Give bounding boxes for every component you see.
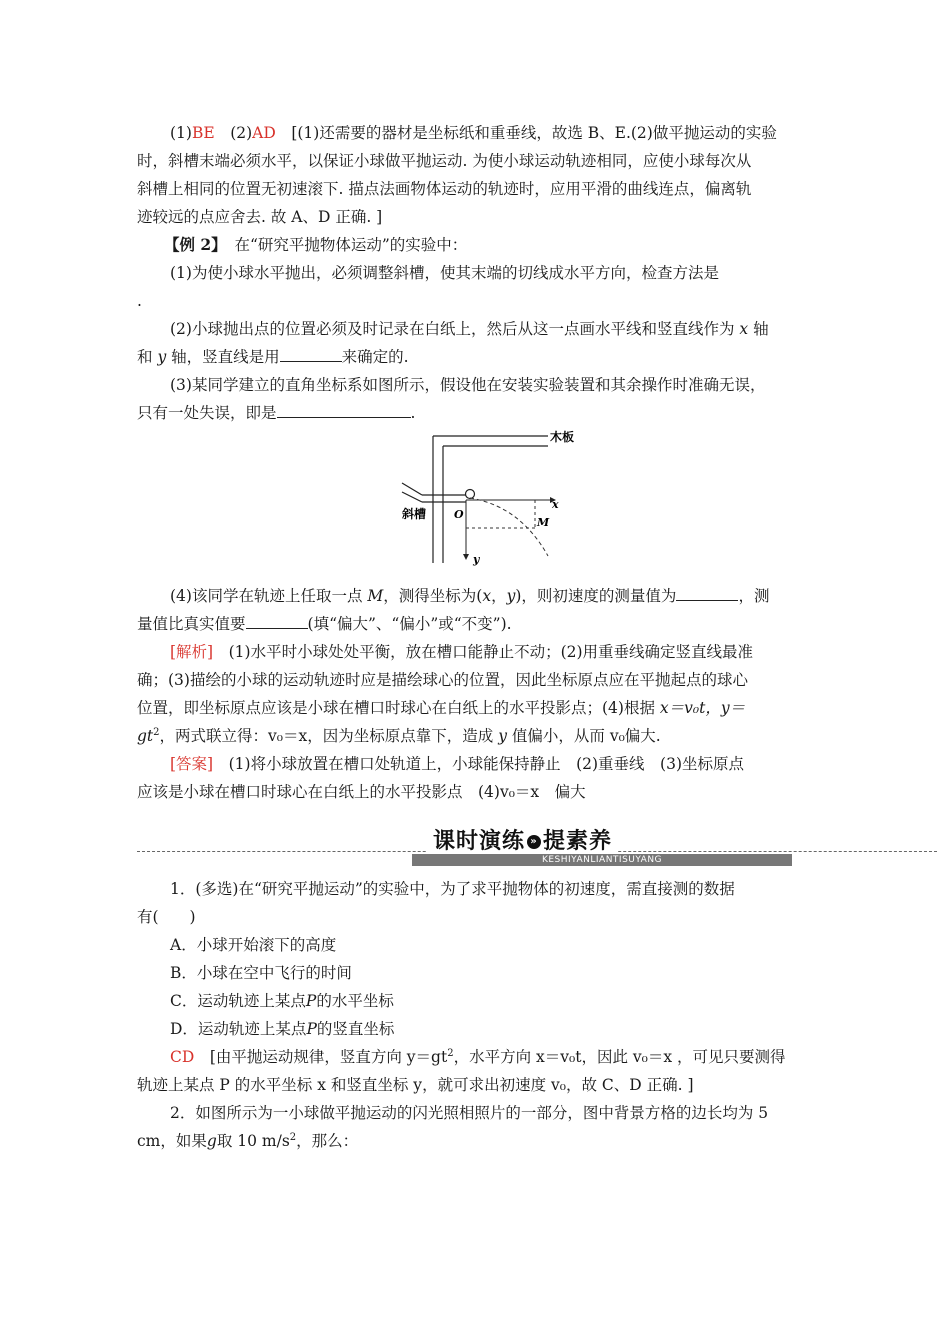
example2-q3: (3)某同学建立的直角坐标系如图所示，假设他在安装实验装置和其余操作时准确无误，	[170, 376, 766, 394]
label-x-axis: x	[552, 498, 559, 511]
q1-stem-line2: 有( )	[137, 908, 196, 926]
q1-option-b: B．小球在空中飞行的时间	[170, 964, 352, 982]
answer-blank[interactable]	[676, 584, 738, 601]
q2-stem-line2: cm，如果g取 10 $m/s^2$，那么：	[137, 1131, 359, 1150]
q2-stem: 2．如图所示为一小球做平抛运动的闪光照相照片的一部分，图中背景方格的边长均为 5	[170, 1104, 769, 1122]
answer1-p2-answer: AD	[252, 124, 276, 142]
arrow-icon: »	[527, 835, 541, 849]
answer2-line1: [答案] (1)将小球放置在槽口处轨道上，小球能保持静止 (2)重垂线 (3)坐标原点	[170, 755, 744, 773]
label-origin: O	[454, 508, 464, 521]
label-board: 木板	[550, 430, 575, 444]
example2-q1-end: .	[137, 292, 142, 310]
answer1-line3: 斜槽上相同的位置无初速滚下. 描点法画物体运动的轨迹时，应用平滑的曲线连点，偏离轨	[137, 180, 752, 198]
example2-q4: (4)该同学在轨迹上任取一点 M，测得坐标为(x，y)，则初速度的测量值为 ，测	[170, 582, 769, 610]
answer1-line4: 迹较远的点应舍去. 故 A、D 正确. ]	[137, 208, 383, 226]
q1-stem: 1．(多选)在“研究平抛运动”的实验中，为了求平抛物体的初速度，需直接测的数据	[170, 880, 735, 898]
q1-explanation-line2: 轨迹上某点 P 的水平坐标 x 和竖直坐标 y，就可求出初速度 v₀，故 C、D 正确. ]	[137, 1076, 694, 1094]
q1-explanation: CD [由平抛运动规律，竖直方向 $y=gt^2$，水平方向 x＝v₀t，因此 v₀＝x ，可见只要测得	[170, 1047, 786, 1066]
analysis-tag: [解析]	[170, 643, 214, 661]
answer1-line1: (1)BE (2)AD [(1)还需要的器材是坐标纸和重垂线，故选 B、E.(2)做平抛运动的实验	[170, 124, 777, 142]
q1-option-a: A．小球开始滚下的高度	[170, 936, 337, 954]
analysis-line3: 位置，即坐标原点应该是小球在槽口时球心在白纸上的水平投影点；(4)根据 x＝v₀t，y＝	[137, 699, 746, 717]
experiment-figure	[400, 428, 580, 570]
answer-blank[interactable]	[277, 401, 411, 418]
label-chute: 斜槽	[402, 507, 427, 521]
example2-heading: 【例 2】 在“研究平抛物体运动”的实验中：	[164, 235, 468, 254]
analysis-line2: 确；(3)描绘的小球的运动轨迹时应是描绘球心的位置，因此坐标原点应在平抛起点的球心	[137, 671, 748, 689]
label-point-m: M	[537, 516, 550, 529]
example2-q2-line2: 和 y 轴，竖直线是用 来确定的.	[137, 343, 409, 371]
example2-q2: (2)小球抛出点的位置必须及时记录在白纸上，然后从这一点画水平线和竖直线作为 x 轴	[170, 320, 769, 338]
q1-option-d: D．运动轨迹上某点P的竖直坐标	[170, 1020, 395, 1038]
example2-q4-line2: 量值比真实值要 (填“偏大”、“偏小”或“不变”).	[137, 610, 512, 638]
banner-pinyin: KESHIYANLIANTISUYANG	[412, 854, 792, 866]
answer-tag: [答案]	[170, 755, 214, 773]
answer2-line2: 应该是小球在槽口时球心在白纸上的水平投影点 (4)v₀＝x 偏大	[137, 783, 586, 801]
example2-q3-line2: 只有一处失误，即是 .	[137, 399, 415, 427]
analysis-line1: [解析] (1)水平时小球处处平衡，放在槽口能静止不动；(2)用重垂线确定竖直线最准	[170, 643, 754, 661]
banner-title: 课时演练 » 提素养	[427, 824, 618, 855]
q1-answer: CD	[170, 1048, 195, 1066]
answer-blank[interactable]	[246, 612, 308, 629]
answer1-line2: 时，斜槽末端必须水平，以保证小球做平抛运动. 为使小球运动轨迹相同，应使小球每次从	[137, 152, 752, 170]
answer1-p1-answer: BE	[191, 124, 215, 142]
q1-option-c: C．运动轨迹上某点P的水平坐标	[170, 992, 394, 1010]
example2-q1: (1)为使小球水平抛出，必须调整斜槽，使其末端的切线成水平方向，检查方法是	[170, 264, 719, 282]
analysis-line4: $gt^2$，两式联立得：v₀＝x，因为坐标原点靠下，造成 y 值偏小，从而 v₀偏大.	[137, 726, 661, 745]
answer-blank[interactable]	[280, 345, 342, 362]
section-banner	[137, 824, 937, 864]
label-y-axis: y	[473, 553, 480, 566]
